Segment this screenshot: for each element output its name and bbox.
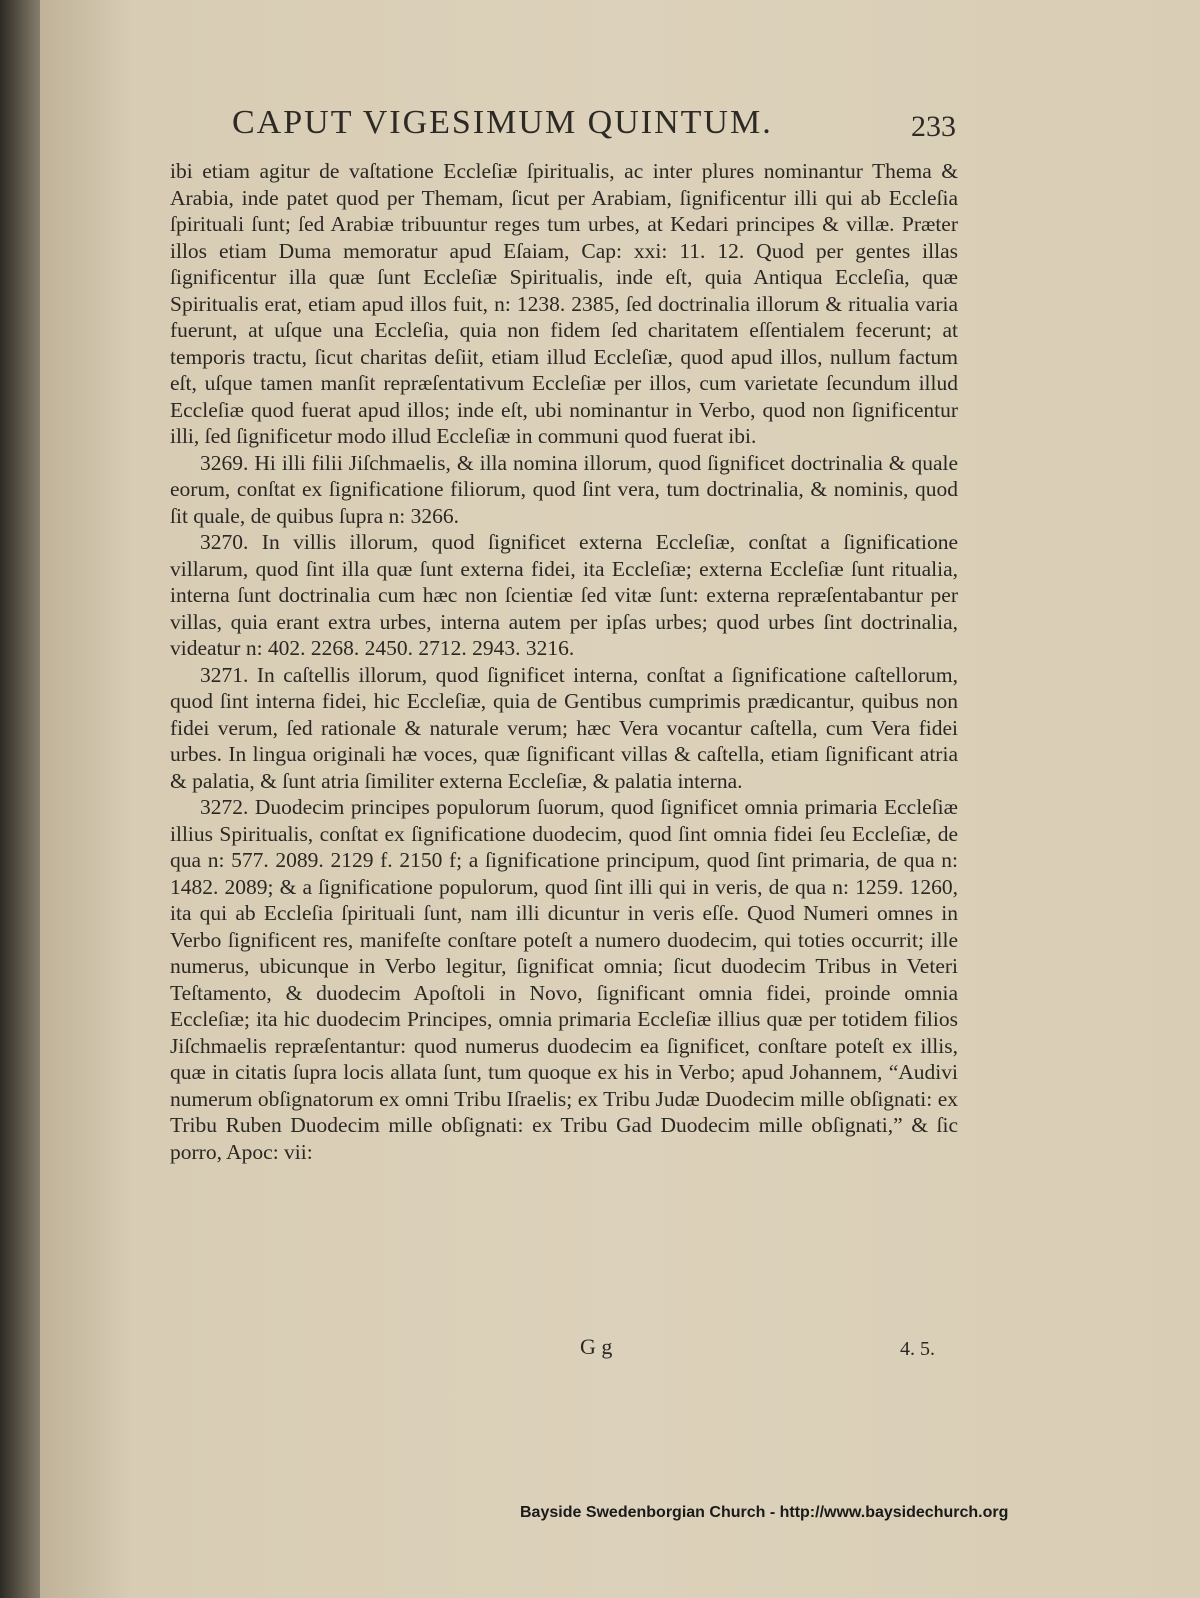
body-text <box>170 158 958 1348</box>
catchword: 4. 5. <box>900 1338 935 1360</box>
paragraph-continuation <box>170 158 958 450</box>
watermark-credit: Bayside Swedenborgian Church - http://www.baysidechurch.org <box>520 1504 1009 1521</box>
paragraph-number: 3269. <box>200 450 249 475</box>
paragraph-3270 <box>170 529 958 662</box>
paragraph-3272 <box>170 794 958 1165</box>
paragraph-text: ibi etiam agitur de vaſtatione Eccleſiæ ſpiritualis, ac inter plures nominantur Thema & Arabia, inde patet quod per Themam, ſicut per Arabiam, ſignificentur illi qui ab Eccleſia ſpirituali ſunt; ſed Arabiæ tribuuntur reges tum urbes, at Kedari principes & villæ. Præter illos etiam Duma memoratur apud Eſaiam, Cap: xxi: 11. 12. Quod per gentes illas ſignificentur illa quæ ſunt Eccleſiæ Spiritualis, inde eſt, quia Antiqua Eccleſia, quæ Spiritualis erat, etiam apud illos fuit, n: 1238. 2385, ſed doctrinalia illorum & ritualia varia fuerunt, at uſque una Eccleſia, quia non fidem ſed charitatem eſſentialem fecerunt; at temporis tractu, ſicut charitas deſiit, etiam illud Eccleſiæ, quod apud illos, nullum factum eſt, uſque tamen manſit repræſentativum Eccleſiæ per illos, cum varietate ſecundum illud Eccleſiæ quod fuerat apud illos; inde eſt, ubi nominantur in Verbo, quod non ſignificentur illi, ſed ſignificetur modo illud Eccleſiæ in communi quod fuerat ibi. <box>170 159 958 448</box>
paragraph-text: In caſtellis illorum, quod ſignificet interna, conſtat a ſignificatione caſtellorum, quod ſint interna fidei, hic Eccleſiæ, quia de Gentibus cumprimis prædicantur, quibus non fidei verum, ſed rationale & naturale verum; hæc Vera vocantur caſtella, cum Vera fidei urbes. In lingua originali hæ voces, quæ ſignificant villas & caſtella, etiam ſignificant atria & palatia, & ſunt atria ſimiliter externa Eccleſiæ, & palatia interna. <box>170 662 958 793</box>
paragraph-number: 3270. <box>200 530 249 554</box>
paragraph-3271 <box>170 662 958 795</box>
running-title: CAPUT VIGESIMUM QUINTUM. <box>232 104 773 141</box>
page-number: 233 <box>911 110 956 143</box>
signature-mark: G g <box>580 1334 613 1359</box>
paragraph-text: Duodecim principes populorum ſuorum, quod ſignificet omnia primaria Eccleſiæ illius Spiritualis, conſtat ex ſignificatione duodecim, quod ſint omnia fidei ſeu Eccleſiæ, de qua n: 577. 2089. 2129 f. 2150 f; a ſignificatione principum, quod ſint primaria, de qua n: 1482. 2089; & a ſignificatione populorum, quod ſint illi qui in veris, de qua n: 1259. 1260, ita qui ab Eccleſia ſpirituali ſunt, nam illi dicuntur in veris eſſe. Quod Numeri omnes in Verbo ſignificent res, manifeſte conſtare poteſt a numero duodecim, qui toties occurrit; ille numerus, ubicunque in Verbo legitur, ſignificat omnia; ſicut duodecim Tribus in Veteri Teſtamento, & duodecim Apoſtoli in Novo, ſignificant omnia fidei, proinde omnia Eccleſiæ; ita hic duodecim Principes, omnia primaria Eccleſiæ illius quæ per totidem filios Jiſchmaelis repræſentantur: quod numerus duodecim ea ſignificet, conſtare poteſt ex illis, quæ in citatis ſupra locis allata ſunt, tum quoque ex his in Verbo; apud Johannem, “Audivi numerum obſignatorum ex omni Tribu Iſraelis; ex Tribu Judæ Duodecim mille obſignati: ex Tribu Ruben Duodecim mille obſignati: ex Tribu Gad Duodecim mille obſignati,” & ſic porro, Apoc: vii: <box>170 795 958 1164</box>
page-header <box>232 104 956 144</box>
paragraph-text: Hi illi filii Jiſchmaelis, & illa nomina illorum, quod ſignificet doctrinalia & quale eorum, conſtat ex ſignificatione filiorum, quod ſint vera, tum doctrinalia, & nominis, quod ſit quale, de quibus ſupra n: 3266. <box>170 450 959 528</box>
paragraph-3269 <box>170 450 958 530</box>
paragraph-text: In villis illorum, quod ſignificet externa Eccleſiæ, conſtat a ſignificatione villarum, quod ſint illa quæ ſunt externa fidei, ita Eccleſiæ; externa Eccleſiæ ſunt ritualia, interna ſunt doctrinalia cum hæc non ſcientiæ ſed vitæ ſunt: externa repræſentabantur per villas, quia erant extra urbes, interna autem per ipſas urbes; quod urbes ſint doctrinalia, videatur n: 402. 2268. 2450. 2712. 2943. 3216. <box>170 530 959 660</box>
paragraph-number: 3271. <box>200 662 249 687</box>
paragraph-number: 3272. <box>200 795 249 819</box>
